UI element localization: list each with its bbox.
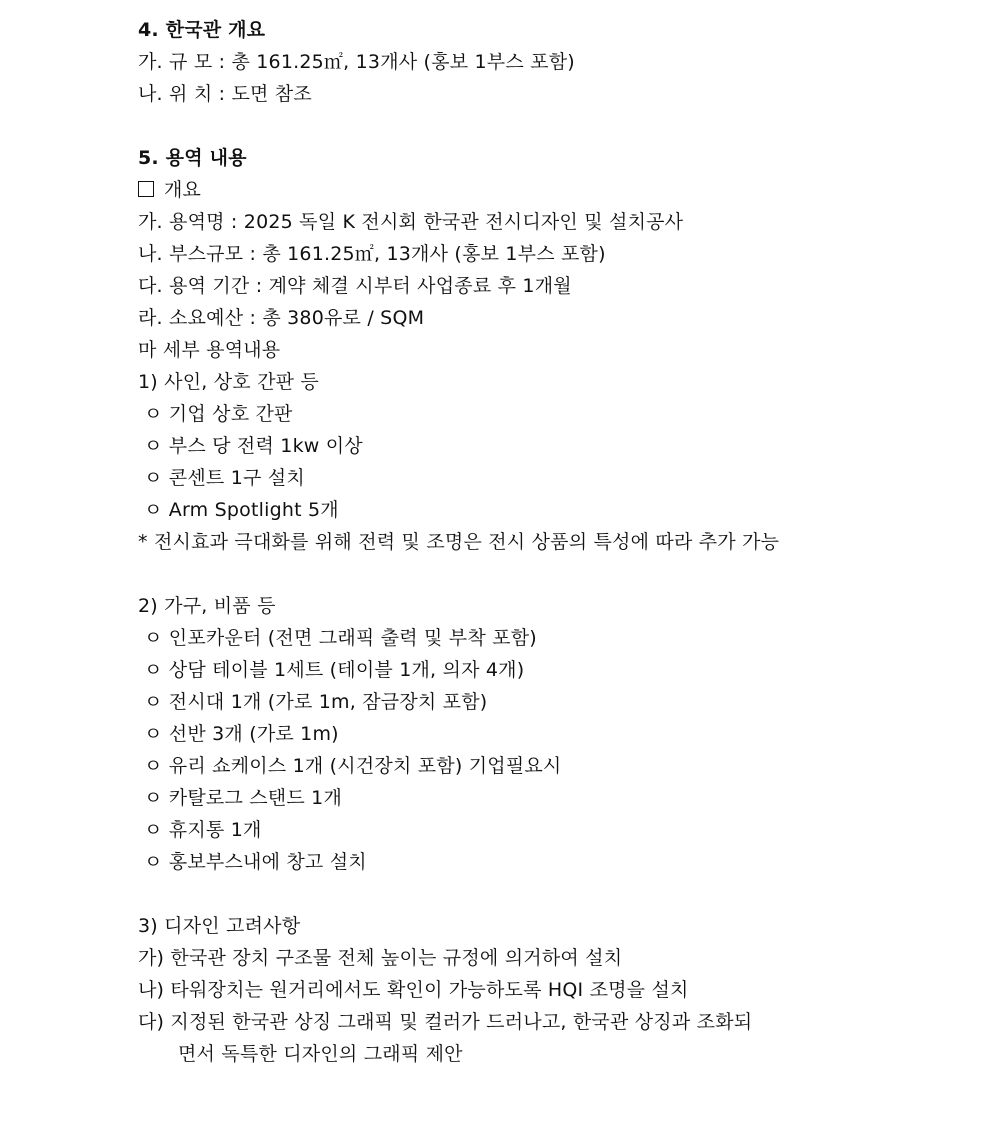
list-item: ㅇ 전시대 1개 (가로 1m, 잠금장치 포함): [144, 691, 488, 713]
sub3-item-last-line1: 다) 지정된 한국관 상징 그래픽 및 컬러가 드러나고, 한국관 상징과 조화되: [138, 1011, 753, 1033]
checkbox-square-icon: [138, 181, 154, 197]
spacer: [138, 110, 858, 142]
list-item: ㅇ 유리 쇼케이스 1개 (시건장치 포함) 기업필요시: [144, 755, 562, 777]
sub2-title: 2) 가구, 비품 등: [138, 595, 276, 617]
list-item: ㅇ 휴지통 1개: [144, 819, 262, 841]
list-item: ㅇ 인포카운터 (전면 그래픽 출력 및 부착 포함): [144, 627, 537, 649]
section-4-item-location: 나. 위 치 : 도면 참조: [138, 83, 312, 105]
list-item: ㅇ 선반 3개 (가로 1m): [144, 723, 339, 745]
section-5-item-period: 다. 용역 기간 : 계약 체결 시부터 사업종료 후 1개월: [138, 275, 572, 297]
list-item: ㅇ 홍보부스내에 창고 설치: [144, 851, 367, 873]
sub3-item: 가) 한국관 장치 구조물 전체 높이는 규정에 의거하여 설치: [138, 947, 623, 969]
section-4-title: 4. 한국관 개요: [138, 19, 266, 41]
sub3-item-last-line2: 면서 독특한 디자인의 그래픽 제안: [178, 1043, 463, 1065]
list-item: ㅇ 카탈로그 스탠드 1개: [144, 787, 342, 809]
section-5-title: 5. 용역 내용: [138, 147, 247, 169]
section-5-item-budget: 라. 소요예산 : 총 380유로 / SQM: [138, 307, 425, 329]
section-5-item-name: 가. 용역명 : 2025 독일 K 전시회 한국관 전시디자인 및 설치공사: [138, 211, 684, 233]
sub3-title: 3) 디자인 고려사항: [138, 915, 301, 937]
list-item: ㅇ Arm Spotlight 5개: [144, 499, 339, 521]
list-item: ㅇ 기업 상호 간판: [144, 403, 293, 425]
sub1-title: 1) 사인, 상호 간판 등: [138, 371, 319, 393]
list-item: ㅇ 콘센트 1구 설치: [144, 467, 305, 489]
list-item: ㅇ 부스 당 전력 1kw 이상: [144, 435, 363, 457]
section-5-item-booth-size: 나. 부스규모 : 총 161.25㎡, 13개사 (홍보 1부스 포함): [138, 243, 606, 265]
section-4-item-scale: 가. 규 모 : 총 161.25㎡, 13개사 (홍보 1부스 포함): [138, 51, 575, 73]
overview-line: [138, 174, 858, 206]
document-page: [138, 14, 858, 1070]
section-5-item-details: 마 세부 용역내용: [138, 339, 281, 361]
sub1-note: * 전시효과 극대화를 위해 전력 및 조명은 전시 상품의 특성에 따라 추가 가능: [138, 531, 780, 553]
spacer: [138, 878, 858, 910]
sub3-item: 나) 타워장치는 원거리에서도 확인이 가능하도록 HQI 조명을 설치: [138, 979, 689, 1001]
overview-label: 개요: [164, 179, 202, 201]
list-item: ㅇ 상담 테이블 1세트 (테이블 1개, 의자 4개): [144, 659, 525, 681]
spacer: [138, 558, 858, 590]
